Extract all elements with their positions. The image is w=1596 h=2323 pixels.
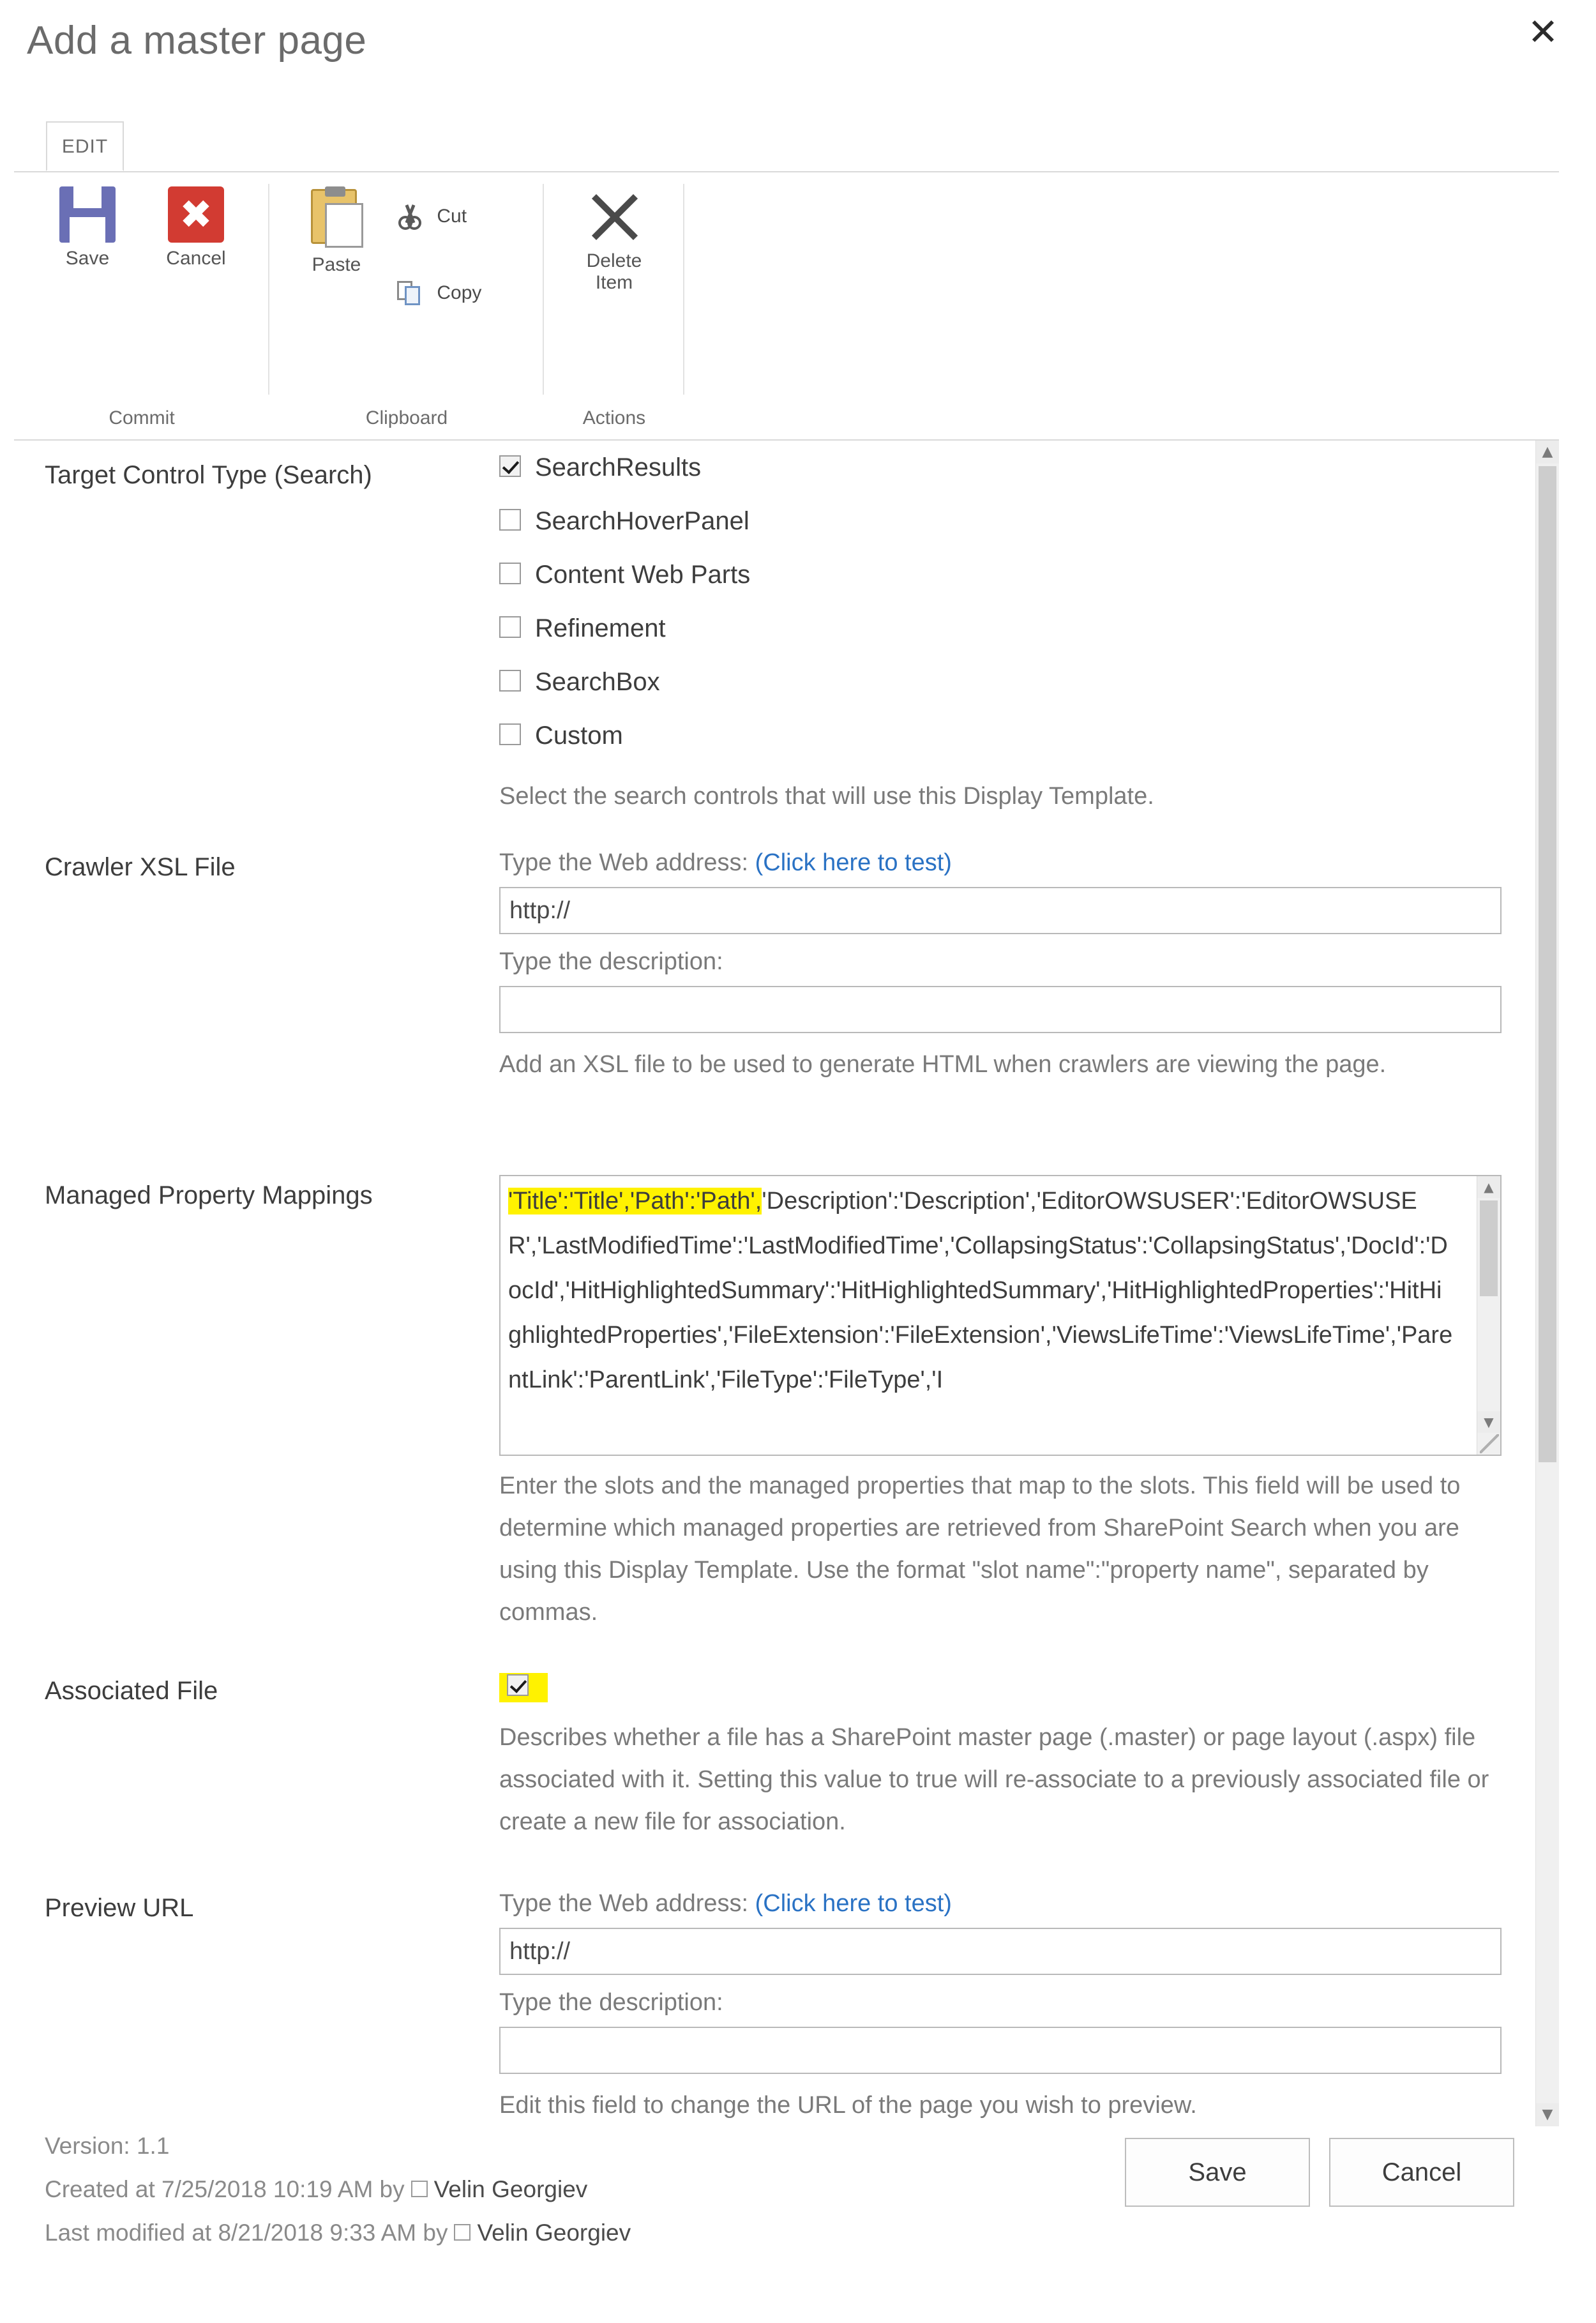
preview-url-description-label: Type the description: xyxy=(499,1989,723,2016)
dialog-titlebar xyxy=(0,0,1596,96)
checkbox-icon[interactable] xyxy=(499,616,521,638)
scroll-down-icon[interactable]: ▼ xyxy=(1477,1411,1500,1433)
created-user: Velin Georgiev xyxy=(433,2176,588,2202)
crawler-xsl-address-text: Type the Web address: xyxy=(499,849,749,876)
checkbox-refinement-label: Refinement xyxy=(535,614,666,642)
preview-url-address-label xyxy=(499,1890,1514,1918)
ribbon-group-actions-label: Actions xyxy=(582,407,646,428)
managed-property-mappings-rest: 'Description':'Description','EditorOWSUSER':'EditorOWSUSER','LastModifiedTime':'LastModifiedTime','CollapsingStatus':'CollapsingStatus','DocId':'DocId','HitHighlightedSummary':'HitHighlightedSummary','HitHighlightedProperties':'HitHighlightedProperties','FileExtension':'FileExtension','ViewsLifeTime':'ViewsLifeTime','ParentLink':'ParentLink','FileType':'FileType','I xyxy=(508,1188,1453,1393)
paste-button[interactable] xyxy=(289,186,384,276)
crawler-xsl-address-label xyxy=(499,849,1508,877)
version-text: Version: 1.1 xyxy=(45,2133,170,2159)
scroll-up-icon[interactable]: ▲ xyxy=(1536,441,1559,464)
crawler-xsl-hint: Add an XSL file to be used to generate HTML when crawlers are viewing the page. xyxy=(499,1051,1387,1078)
associated-file-hint: Describes whether a file has a SharePoint master page (.master) or page layout (.aspx) file associated with it. Setting this value to true will re-associate to a previously associated file or create a new file for association. xyxy=(499,1724,1489,1835)
checkbox-custom[interactable] xyxy=(499,722,1521,775)
footer-cancel-button[interactable]: Cancel xyxy=(1329,2138,1514,2207)
form-scrollbar[interactable] xyxy=(1535,441,1559,2126)
checkbox-icon[interactable] xyxy=(499,723,521,745)
target-control-type-hint: Select the search controls that will use this Display Template. xyxy=(499,783,1154,810)
cut-button-label: Cut xyxy=(437,205,467,227)
scroll-thumb[interactable] xyxy=(1539,466,1556,1462)
crawler-xsl-description-label: Type the description: xyxy=(499,948,723,975)
modified-text xyxy=(45,2220,631,2246)
delete-item-button[interactable] xyxy=(566,186,662,294)
managed-property-mappings-hint: Enter the slots and the managed properties that map to the slots. This field will be used to determine which managed properties are retrieved from SharePoint Search when you are using this Display Template. Use the format "slot name":"property name", separated by commas. xyxy=(499,1472,1461,1626)
managed-property-mappings-scrollbar[interactable] xyxy=(1477,1176,1500,1455)
ribbon-body xyxy=(14,172,1559,441)
ribbon-group-commit xyxy=(14,172,269,439)
preview-url-address-text: Type the Web address: xyxy=(499,1890,749,1917)
preview-url-address-input[interactable] xyxy=(499,1928,1502,1975)
checkbox-icon[interactable] xyxy=(499,670,521,692)
associated-file-highlight xyxy=(499,1673,548,1702)
preview-url-description-input[interactable] xyxy=(499,2027,1502,2074)
checkbox-searchhoverpanel[interactable] xyxy=(499,507,1521,561)
scroll-up-icon[interactable]: ▲ xyxy=(1477,1176,1500,1198)
checkbox-icon[interactable] xyxy=(499,563,521,584)
resize-grip-icon[interactable] xyxy=(1480,1434,1499,1453)
cancel-button[interactable] xyxy=(148,186,244,269)
save-button[interactable] xyxy=(40,186,135,269)
modified-user: Velin Georgiev xyxy=(477,2220,631,2246)
footer-save-button[interactable]: Save xyxy=(1125,2138,1310,2207)
checkbox-searchresults[interactable] xyxy=(499,453,1521,507)
page-title: Add a master page xyxy=(27,19,367,63)
ribbon xyxy=(14,121,1559,441)
crawler-xsl-description-input[interactable] xyxy=(499,986,1502,1033)
checkbox-searchhoverpanel-label: SearchHoverPanel xyxy=(535,507,749,535)
crawler-xsl-file-label: Crawler XSL File xyxy=(45,853,236,881)
presence-icon xyxy=(411,2181,428,2197)
target-control-type-label: Target Control Type (Search) xyxy=(45,461,372,489)
cancel-icon: ✖ xyxy=(168,186,224,243)
modified-label: Last modified at 8/21/2018 9:33 AM by xyxy=(45,2220,448,2246)
ribbon-group-actions xyxy=(544,172,684,439)
delete-item-label-1: Delete xyxy=(586,250,642,271)
ribbon-group-clipboard-label: Clipboard xyxy=(365,407,448,428)
form-area xyxy=(14,441,1559,2126)
save-button-label: Save xyxy=(65,248,110,269)
scissors-icon xyxy=(397,204,423,230)
checkbox-icon[interactable] xyxy=(499,455,521,477)
preview-url-hint: Edit this field to change the URL of the page you wish to preview. xyxy=(499,2092,1197,2119)
checkbox-associated-file[interactable] xyxy=(507,1674,529,1696)
managed-property-mappings-textarea[interactable] xyxy=(499,1175,1502,1456)
cut-button[interactable] xyxy=(397,204,467,230)
presence-icon xyxy=(454,2224,471,2241)
checkbox-refinement[interactable] xyxy=(499,614,1521,668)
preview-url-test-link[interactable]: (Click here to test) xyxy=(755,1890,952,1917)
crawler-xsl-address-input[interactable] xyxy=(499,887,1502,934)
save-icon xyxy=(59,186,116,243)
checkbox-searchresults-label: SearchResults xyxy=(535,453,702,481)
checkbox-content-web-parts-label: Content Web Parts xyxy=(535,561,751,589)
checkbox-searchbox-label: SearchBox xyxy=(535,668,660,696)
ribbon-tab-strip xyxy=(14,121,1559,172)
checkbox-searchbox[interactable] xyxy=(499,668,1521,722)
ribbon-group-clipboard xyxy=(269,172,544,439)
dialog-footer xyxy=(14,2133,1559,2312)
paste-icon xyxy=(306,186,367,249)
close-icon[interactable]: ✕ xyxy=(1527,10,1559,54)
created-label: Created at 7/25/2018 10:19 AM by xyxy=(45,2176,405,2202)
paste-button-label: Paste xyxy=(312,254,361,275)
checkbox-custom-label: Custom xyxy=(535,722,623,750)
copy-button[interactable] xyxy=(397,281,481,306)
scroll-thumb[interactable] xyxy=(1480,1200,1498,1296)
checkbox-icon[interactable] xyxy=(499,509,521,531)
copy-button-label: Copy xyxy=(437,282,482,303)
managed-property-mappings-highlighted: 'Title':'Title','Path':'Path', xyxy=(508,1188,762,1214)
checkbox-content-web-parts[interactable] xyxy=(499,561,1521,614)
preview-url-label: Preview URL xyxy=(45,1894,194,1922)
crawler-xsl-test-link[interactable]: (Click here to test) xyxy=(755,849,952,876)
created-text xyxy=(45,2176,587,2203)
group-divider xyxy=(683,184,684,395)
associated-file-label: Associated File xyxy=(45,1677,218,1705)
managed-property-mappings-label: Managed Property Mappings xyxy=(45,1181,373,1209)
scroll-down-icon[interactable]: ▼ xyxy=(1536,2103,1559,2126)
cancel-button-label: Cancel xyxy=(166,248,226,269)
ribbon-group-commit-label: Commit xyxy=(109,407,175,428)
delete-item-label-2: Item xyxy=(595,272,633,293)
tab-edit[interactable]: EDIT xyxy=(46,121,124,171)
managed-property-mappings-value xyxy=(508,1179,1453,1402)
copy-icon xyxy=(397,281,423,306)
delete-x-icon xyxy=(585,186,644,245)
